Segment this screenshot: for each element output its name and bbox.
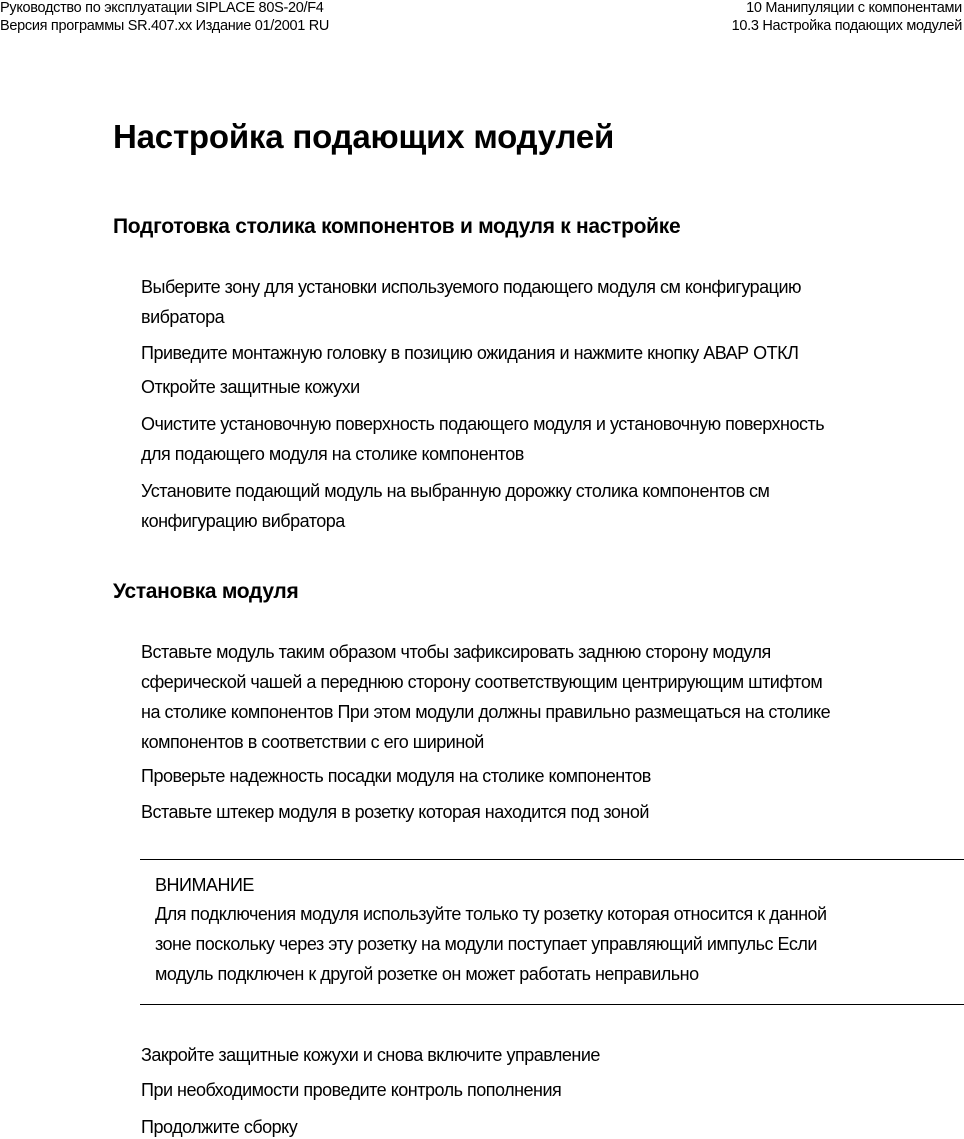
section-heading-installation: Установка модуля — [113, 580, 299, 603]
notice-bottom-rule — [140, 1004, 964, 1005]
notice-line: Для подключения модуля используйте только ту розетку которая относится к данной — [155, 904, 827, 924]
paragraph-line: вибратора — [141, 307, 225, 327]
paragraph-line: Установите подающий модуль на выбранную дорожку столика компонентов см — [141, 481, 770, 501]
page-title: Настройка подающих модулей — [113, 118, 615, 155]
paragraph-line: Вставьте штекер модуля в розетку которая находится под зоной — [141, 802, 649, 822]
paragraph-line: Откройте защитные кожухи — [141, 377, 360, 397]
section-heading-preparation: Подготовка столика компонентов и модуля к настройке — [113, 215, 681, 238]
paragraph-line: Вставьте модуль таким образом чтобы зафиксировать заднюю сторону модуля — [141, 642, 771, 662]
paragraph-line: компонентов в соответствии с его шириной — [141, 732, 484, 752]
paragraph-line: для подающего модуля на столике компонентов — [141, 444, 524, 464]
header-manual-title: Руководство по эксплуатации SIPLACE 80S-20/F4 — [0, 0, 324, 16]
notice-line: зоне поскольку через эту розетку на модули поступает управляющий импульс Если — [155, 934, 817, 954]
paragraph-line: Приведите монтажную головку в позицию ожидания и нажмите кнопку АВАР ОТКЛ — [141, 343, 799, 363]
paragraph-line: Продолжите сборку — [141, 1117, 298, 1137]
paragraph-line: Очистите установочную поверхность подающего модуля и установочную поверхность — [141, 414, 825, 434]
paragraph-line: конфигурацию вибратора — [141, 511, 345, 531]
notice-top-rule — [140, 859, 964, 860]
header-section: 10.3 Настройка подающих модулей — [731, 18, 962, 34]
paragraph-line: Закройте защитные кожухи и снова включите управление — [141, 1045, 600, 1065]
paragraph-line: Выберите зону для установки используемого подающего модуля см конфигурацию — [141, 277, 801, 297]
header-version: Версия программы SR.407.xx Издание 01/2001 RU — [0, 18, 330, 34]
notice-label: ВНИМАНИЕ — [155, 875, 254, 895]
notice-line: модуль подключен к другой розетке он может работать неправильно — [155, 964, 699, 984]
paragraph-line: Проверьте надежность посадки модуля на столике компонентов — [141, 766, 651, 786]
header-chapter: 10 Манипуляции с компонентами — [746, 0, 962, 16]
paragraph-line: сферической чашей а переднюю сторону соответствующим центрирующим штифтом — [141, 672, 823, 692]
paragraph-line: на столике компонентов При этом модули должны правильно размещаться на столике — [141, 702, 831, 722]
paragraph-line: При необходимости проведите контроль пополнения — [141, 1080, 562, 1100]
